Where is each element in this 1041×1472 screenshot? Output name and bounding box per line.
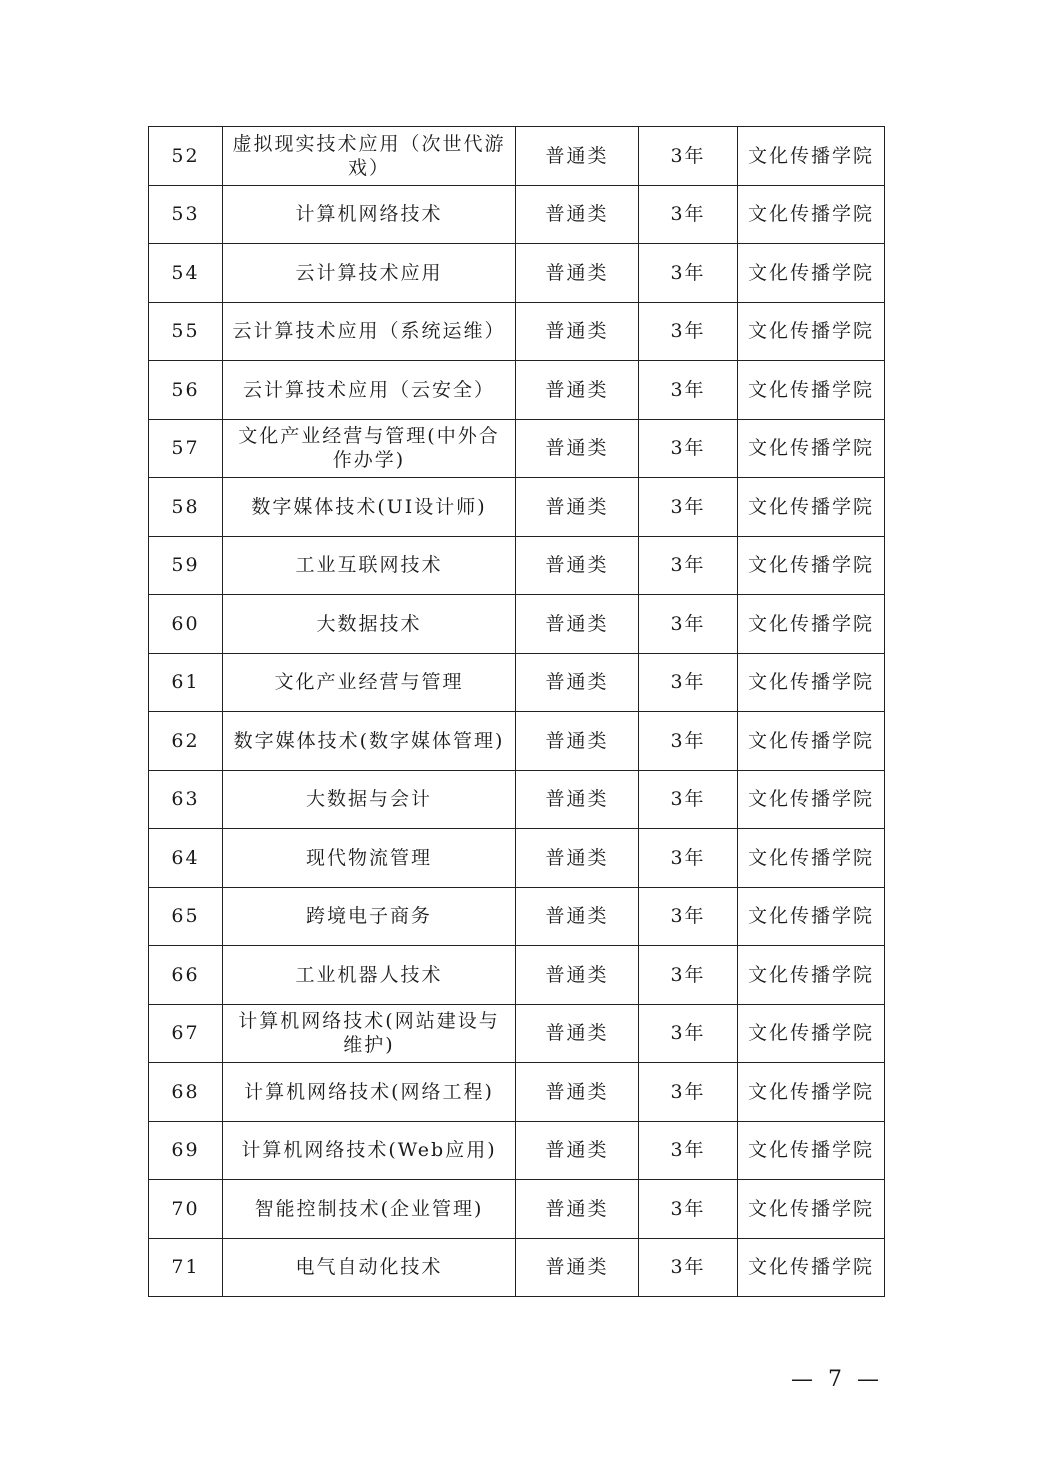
table-row [149,361,885,420]
cell-number: 56 [149,361,223,420]
cell-program-name: 文化产业经营与管理 [223,653,516,712]
cell-category: 普通类 [516,244,639,303]
cell-duration: 3年 [639,361,738,420]
cell-category: 普通类 [516,127,639,186]
cell-college: 文化传播学院 [738,829,885,888]
cell-category: 普通类 [516,653,639,712]
cell-college: 文化传播学院 [738,1180,885,1239]
cell-program-name: 数字媒体技术(数字媒体管理) [223,712,516,771]
cell-program-name: 计算机网络技术 [223,185,516,244]
cell-category: 普通类 [516,1121,639,1180]
cell-category: 普通类 [516,712,639,771]
cell-program-name: 现代物流管理 [223,829,516,888]
cell-college: 文化传播学院 [738,1121,885,1180]
table-row [149,419,885,478]
cell-category: 普通类 [516,946,639,1005]
cell-duration: 3年 [639,887,738,946]
cell-program-name: 云计算技术应用（系统运维） [223,302,516,361]
cell-category: 普通类 [516,887,639,946]
cell-category: 普通类 [516,829,639,888]
cell-duration: 3年 [639,478,738,537]
cell-number: 62 [149,712,223,771]
cell-number: 60 [149,595,223,654]
cell-duration: 3年 [639,185,738,244]
cell-program-name: 云计算技术应用（云安全） [223,361,516,420]
cell-program-name: 大数据技术 [223,595,516,654]
table-row [149,653,885,712]
cell-category: 普通类 [516,302,639,361]
cell-college: 文化传播学院 [738,127,885,186]
cell-number: 68 [149,1063,223,1122]
cell-program-name: 智能控制技术(企业管理) [223,1180,516,1239]
cell-college: 文化传播学院 [738,185,885,244]
table-row [149,127,885,186]
cell-number: 71 [149,1238,223,1297]
cell-category: 普通类 [516,595,639,654]
cell-number: 59 [149,536,223,595]
cell-program-name: 大数据与会计 [223,770,516,829]
cell-program-name: 计算机网络技术(网络工程) [223,1063,516,1122]
cell-duration: 3年 [639,770,738,829]
table-row [149,244,885,303]
cell-category: 普通类 [516,1180,639,1239]
cell-college: 文化传播学院 [738,419,885,478]
cell-category: 普通类 [516,1238,639,1297]
cell-college: 文化传播学院 [738,887,885,946]
cell-duration: 3年 [639,302,738,361]
table-row [149,536,885,595]
table-row [149,887,885,946]
cell-program-name: 跨境电子商务 [223,887,516,946]
table-row [149,1121,885,1180]
cell-college: 文化传播学院 [738,770,885,829]
cell-program-name: 工业互联网技术 [223,536,516,595]
cell-number: 67 [149,1004,223,1063]
cell-program-name: 电气自动化技术 [223,1238,516,1297]
cell-duration: 3年 [639,712,738,771]
cell-category: 普通类 [516,770,639,829]
table-row [149,712,885,771]
cell-duration: 3年 [639,127,738,186]
cell-college: 文化传播学院 [738,302,885,361]
cell-category: 普通类 [516,536,639,595]
cell-number: 70 [149,1180,223,1239]
cell-number: 69 [149,1121,223,1180]
table-row [149,185,885,244]
cell-college: 文化传播学院 [738,712,885,771]
cell-category: 普通类 [516,185,639,244]
cell-category: 普通类 [516,478,639,537]
cell-number: 52 [149,127,223,186]
cell-number: 58 [149,478,223,537]
cell-college: 文化传播学院 [738,1238,885,1297]
cell-category: 普通类 [516,1004,639,1063]
cell-college: 文化传播学院 [738,595,885,654]
cell-duration: 3年 [639,419,738,478]
cell-college: 文化传播学院 [738,1063,885,1122]
cell-program-name: 文化产业经营与管理(中外合作办学) [223,419,516,478]
cell-college: 文化传播学院 [738,1004,885,1063]
cell-duration: 3年 [639,1063,738,1122]
table-row [149,946,885,1005]
table-row [149,478,885,537]
cell-college: 文化传播学院 [738,478,885,537]
cell-number: 64 [149,829,223,888]
cell-duration: 3年 [639,829,738,888]
cell-duration: 3年 [639,244,738,303]
cell-duration: 3年 [639,653,738,712]
cell-college: 文化传播学院 [738,244,885,303]
cell-category: 普通类 [516,1063,639,1122]
table-row [149,1063,885,1122]
table-row [149,1180,885,1239]
cell-duration: 3年 [639,946,738,1005]
cell-duration: 3年 [639,536,738,595]
cell-number: 54 [149,244,223,303]
cell-number: 66 [149,946,223,1005]
cell-number: 55 [149,302,223,361]
cell-duration: 3年 [639,1121,738,1180]
cell-number: 65 [149,887,223,946]
cell-program-name: 虚拟现实技术应用（次世代游戏） [223,127,516,186]
table-row [149,595,885,654]
cell-program-name: 计算机网络技术(网站建设与维护) [223,1004,516,1063]
cell-duration: 3年 [639,595,738,654]
cell-duration: 3年 [639,1180,738,1239]
cell-college: 文化传播学院 [738,536,885,595]
table-row [149,829,885,888]
cell-program-name: 计算机网络技术(Web应用) [223,1121,516,1180]
table-row [149,1238,885,1297]
cell-program-name: 数字媒体技术(UI设计师) [223,478,516,537]
page-number: — 7 — [791,1367,883,1392]
cell-college: 文化传播学院 [738,653,885,712]
cell-duration: 3年 [639,1238,738,1297]
cell-number: 53 [149,185,223,244]
table-row [149,770,885,829]
table-row [149,1004,885,1063]
cell-program-name: 工业机器人技术 [223,946,516,1005]
cell-duration: 3年 [639,1004,738,1063]
cell-number: 63 [149,770,223,829]
programs-table [148,126,885,1297]
cell-number: 57 [149,419,223,478]
table-row [149,302,885,361]
programs-table-body [149,127,885,1297]
cell-program-name: 云计算技术应用 [223,244,516,303]
cell-college: 文化传播学院 [738,946,885,1005]
cell-category: 普通类 [516,419,639,478]
cell-category: 普通类 [516,361,639,420]
cell-number: 61 [149,653,223,712]
cell-college: 文化传播学院 [738,361,885,420]
